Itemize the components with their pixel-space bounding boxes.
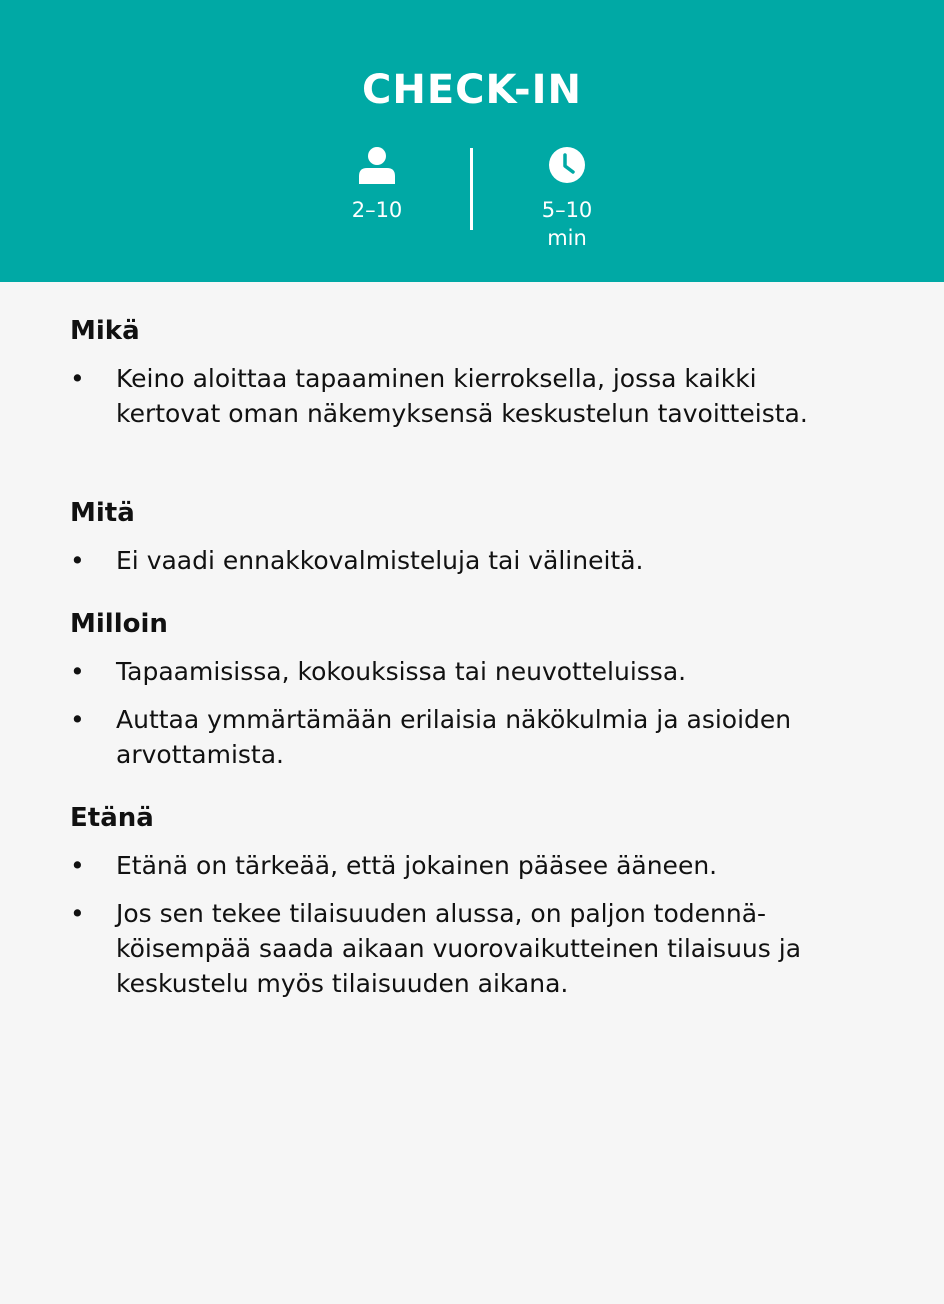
list-item: [70, 848, 850, 883]
card-meta: [0, 146, 944, 256]
list-item-text: Jos sen tekee tilaisuuden alussa, on paljon todennäköisempää saada aikaan vuorovaikutteinen tilaisuus ja keskustelu myös tilaisuuden aikana.: [116, 899, 802, 998]
participants-info: [317, 146, 437, 224]
bullet-icon: •: [70, 546, 85, 575]
person-icon: [357, 146, 397, 184]
bullet-icon: •: [70, 364, 85, 393]
bullet-icon: •: [70, 657, 85, 686]
section-heading: Mikä: [70, 316, 140, 346]
section-heading: Mitä: [70, 498, 135, 528]
bullet-icon: •: [70, 851, 85, 880]
section-etana: [70, 801, 850, 1001]
list-item: [70, 896, 850, 1001]
list-item: [70, 361, 850, 431]
participants-value: 2–10: [351, 198, 403, 222]
clock-icon: [548, 146, 586, 184]
meta-divider: [470, 148, 473, 230]
list-item-text: Ei vaadi ennakkovalmisteluja tai välineitä.: [116, 546, 644, 575]
card-title: CHECK-IN: [362, 67, 582, 113]
duration-info: [507, 146, 627, 252]
duration-value: 5–10: [541, 198, 593, 222]
section-mika: [70, 314, 850, 431]
bullet-icon: •: [70, 899, 85, 928]
list-item: [70, 654, 850, 689]
section-milloin: [70, 607, 850, 772]
list-item-text: Keino aloittaa tapaaminen kierroksella, jossa kaikki kertovat oman näkemyksensä keskustelun tavoitteista.: [116, 364, 808, 428]
list-item-text: Tapaamisissa, kokouksissa tai neuvotteluissa.: [116, 657, 687, 686]
bullet-icon: •: [70, 705, 85, 734]
duration-unit: min: [547, 226, 587, 250]
list-item: [70, 543, 850, 578]
card-header: [0, 0, 944, 282]
section-mita: [70, 496, 850, 578]
bullet-list: [70, 543, 850, 578]
section-heading: Etänä: [70, 803, 154, 833]
list-item: [70, 702, 850, 772]
section-heading: Milloin: [70, 609, 168, 639]
list-item-text: Auttaa ymmärtämään erilaisia näkökulmia ja asioiden arvottamista.: [116, 705, 792, 769]
bullet-list: [70, 654, 850, 772]
bullet-list: [70, 361, 850, 431]
list-item-text: Etänä on tärkeää, että jokainen pääsee ääneen.: [116, 851, 718, 880]
bullet-list: [70, 848, 850, 1001]
